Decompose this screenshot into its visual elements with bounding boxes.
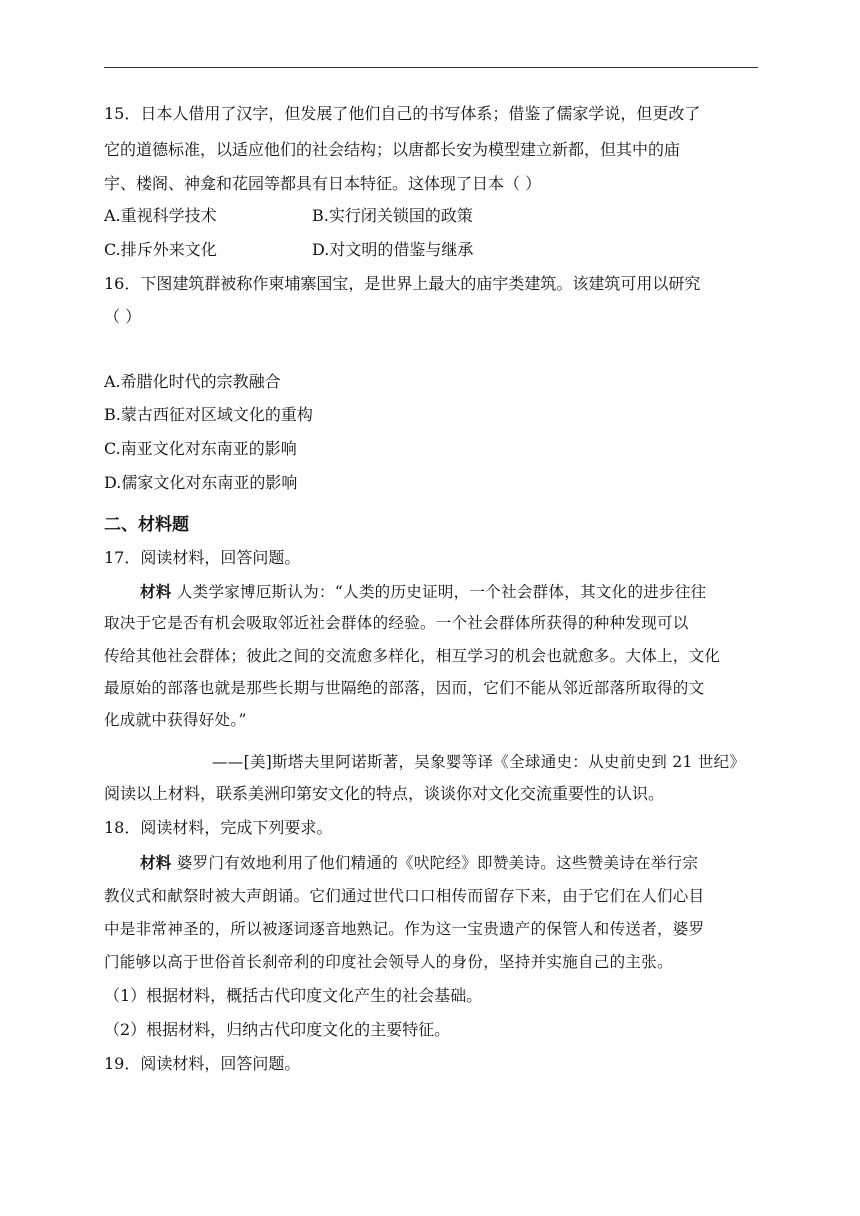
q16-option-a: A.希腊化时代的宗教融合 [104,372,281,391]
q18-material-label: 材料 [140,853,172,872]
q17-material-label: 材料 [140,582,172,601]
q15-line-3: 宇、楼阁、神龛和花园等都具有日本特征。这体现了日本（ ） [104,174,542,193]
q15-option-a: A.重视科学技术 [104,206,217,225]
q16-line-2: （ ） [104,307,142,326]
q15-option-c: C.排斥外来文化 [104,240,217,259]
q18-material-line-2: 教仪式和献祭时被大声朗诵。它们通过世代口口相传而留存下来，由于它们在人们心目 [104,887,705,905]
q15-option-d: D.对文明的借鉴与继承 [312,240,474,259]
q17-question: 阅读以上材料，联系美洲印第安文化的特点，谈谈你对文化交流重要性的认识。 [104,784,665,803]
q17-material-line-4: 最原始的部落也就是那些长期与世隔绝的部落，因而，它们不能从邻近部落所取得的文 [104,679,705,697]
q18-stem: 18．阅读材料，完成下列要求。 [104,818,333,837]
q15-line-1: 15．日本人借用了汉字，但发展了他们自己的书写体系；借鉴了儒家学说，但更改了 [104,104,701,123]
q18-material-line-3: 中是非常神圣的，所以被逐词逐音地熟记。作为这一宝贵遗产的保管人和传送者，婆罗 [104,920,705,938]
q15-line-2: 它的道德标准，以适应他们的社会结构；以唐都长安为模型建立新都，但其中的庙 [104,140,681,159]
q16-option-d: D.儒家文化对东南亚的影响 [104,473,298,492]
section-title: 二、材料题 [104,515,189,535]
q16-option-c: C.南亚文化对东南亚的影响 [104,439,297,458]
q16-option-b: B.蒙古西征对区域文化的重构 [104,405,313,424]
q17-material-line-3: 传给其他社会群体；彼此之间的交流愈多样化，相互学习的机会也就愈多。大体上，文化 [104,647,721,665]
header-rule [104,67,758,68]
q18-material-line-4: 门能够以高于世俗首长刹帝利的印度社会领导人的身份，坚持并实施自己的主张。 [104,953,673,971]
q17-material-line-1: 材料 人类学家博厄斯认为：“人类的历史证明，一个社会群体，其文化的进步往往 [140,582,707,601]
q18-sub-question-2: （2）根据材料，归纳古代印度文化的主要特征。 [104,1020,451,1039]
q17-material-line-5: 化成就中获得好处。” [104,711,247,729]
q17-material-line-2: 取决于它是否有机会吸取邻近社会群体的经验。一个社会群体所获得的种种发现可以 [104,614,689,632]
q18-sub-question-1: （1）根据材料，概括古代印度文化产生的社会基础。 [104,986,483,1005]
q19-stem: 19．阅读材料，回答问题。 [104,1054,301,1073]
q17-stem: 17．阅读材料，回答问题。 [104,548,301,567]
q18-material-line-1: 材料 婆罗门有效地利用了他们精通的《吠陀经》即赞美诗。这些赞美诗在举行宗 [140,853,699,872]
q17-source: ——[美]斯塔夫里阿诺斯著，吴象婴等译《全球通史：从史前史到 21 世纪》 [212,753,746,771]
q16-line-1: 16．下图建筑群被称作柬埔寨国宝，是世界上最大的庙宇类建筑。该建筑可用以研究 [104,274,701,293]
q15-option-b: B.实行闭关锁国的政策 [312,206,473,225]
